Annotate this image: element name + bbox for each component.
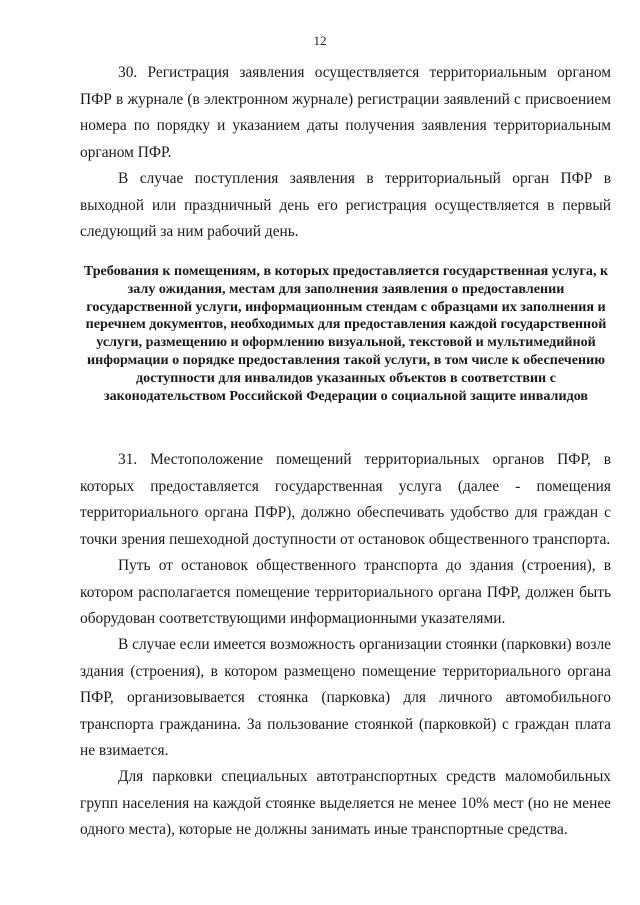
paragraph-31-location: 31. Местоположение помещений территориальных органов ПФР, в которых предоставляется государственная услуга (далее - помещения территориального органа ПФР), должно обеспечивать удобство для граждан с точки зрения пешеходной доступности от остановок общественного транспорта. <box>80 451 611 548</box>
paragraph-31-parking: В случае если имеется возможность организации стоянки (парковки) возле здания (строения), в котором размещено помещение территориального органа ПФР, организовывается стоянка (парковка) для личного автомобильного транспорта гражданина. За пользование стоянкой (парковкой) с граждан плата не взимается. <box>80 636 611 760</box>
paragraph-30-holiday: В случае поступления заявления в территориальный орган ПФР в выходной или праздничный день его регистрация осуществляется в первый следующий за ним рабочий день. <box>80 170 611 241</box>
section-heading: Требования к помещениям, в которых предоставляется государственная услуга, к залу ожидания, местам для заполнения заявления о предоставлении государственной услуги, информационным стендам с образцами их заполнения и перечнем документов, необходимых для предоставления каждой государственной услуги, размещению и оформлению визуальной, текстовой и мультимедийной информации о порядке предоставления такой услуги, в том числе к обеспечению доступности для инвалидов указанных объектов в соответствии с законодательством Российской Федерации о социальной защите инвалидов <box>83 263 609 404</box>
paragraph-31-disabled-parking: Для парковки специальных автотранспортных средств маломобильных групп населения на каждой стоянке выделяется не менее 10% мест (но не менее одного места), которые не должны занимать иные транспортные средства. <box>80 768 611 839</box>
paragraph-31-path: Путь от остановок общественного транспорта до здания (строения), в котором располагается помещение территориального органа ПФР, должен быть оборудован соответствующими информационными указателями. <box>80 557 611 628</box>
paragraph-30-registration: 30. Регистрация заявления осуществляется территориальным органом ПФР в журнале (в электронном журнале) регистрации заявлений с присвоением номера по порядку и указанием даты получения заявления территориальным органом ПФР. <box>80 64 611 161</box>
page-number: 12 <box>313 33 327 48</box>
